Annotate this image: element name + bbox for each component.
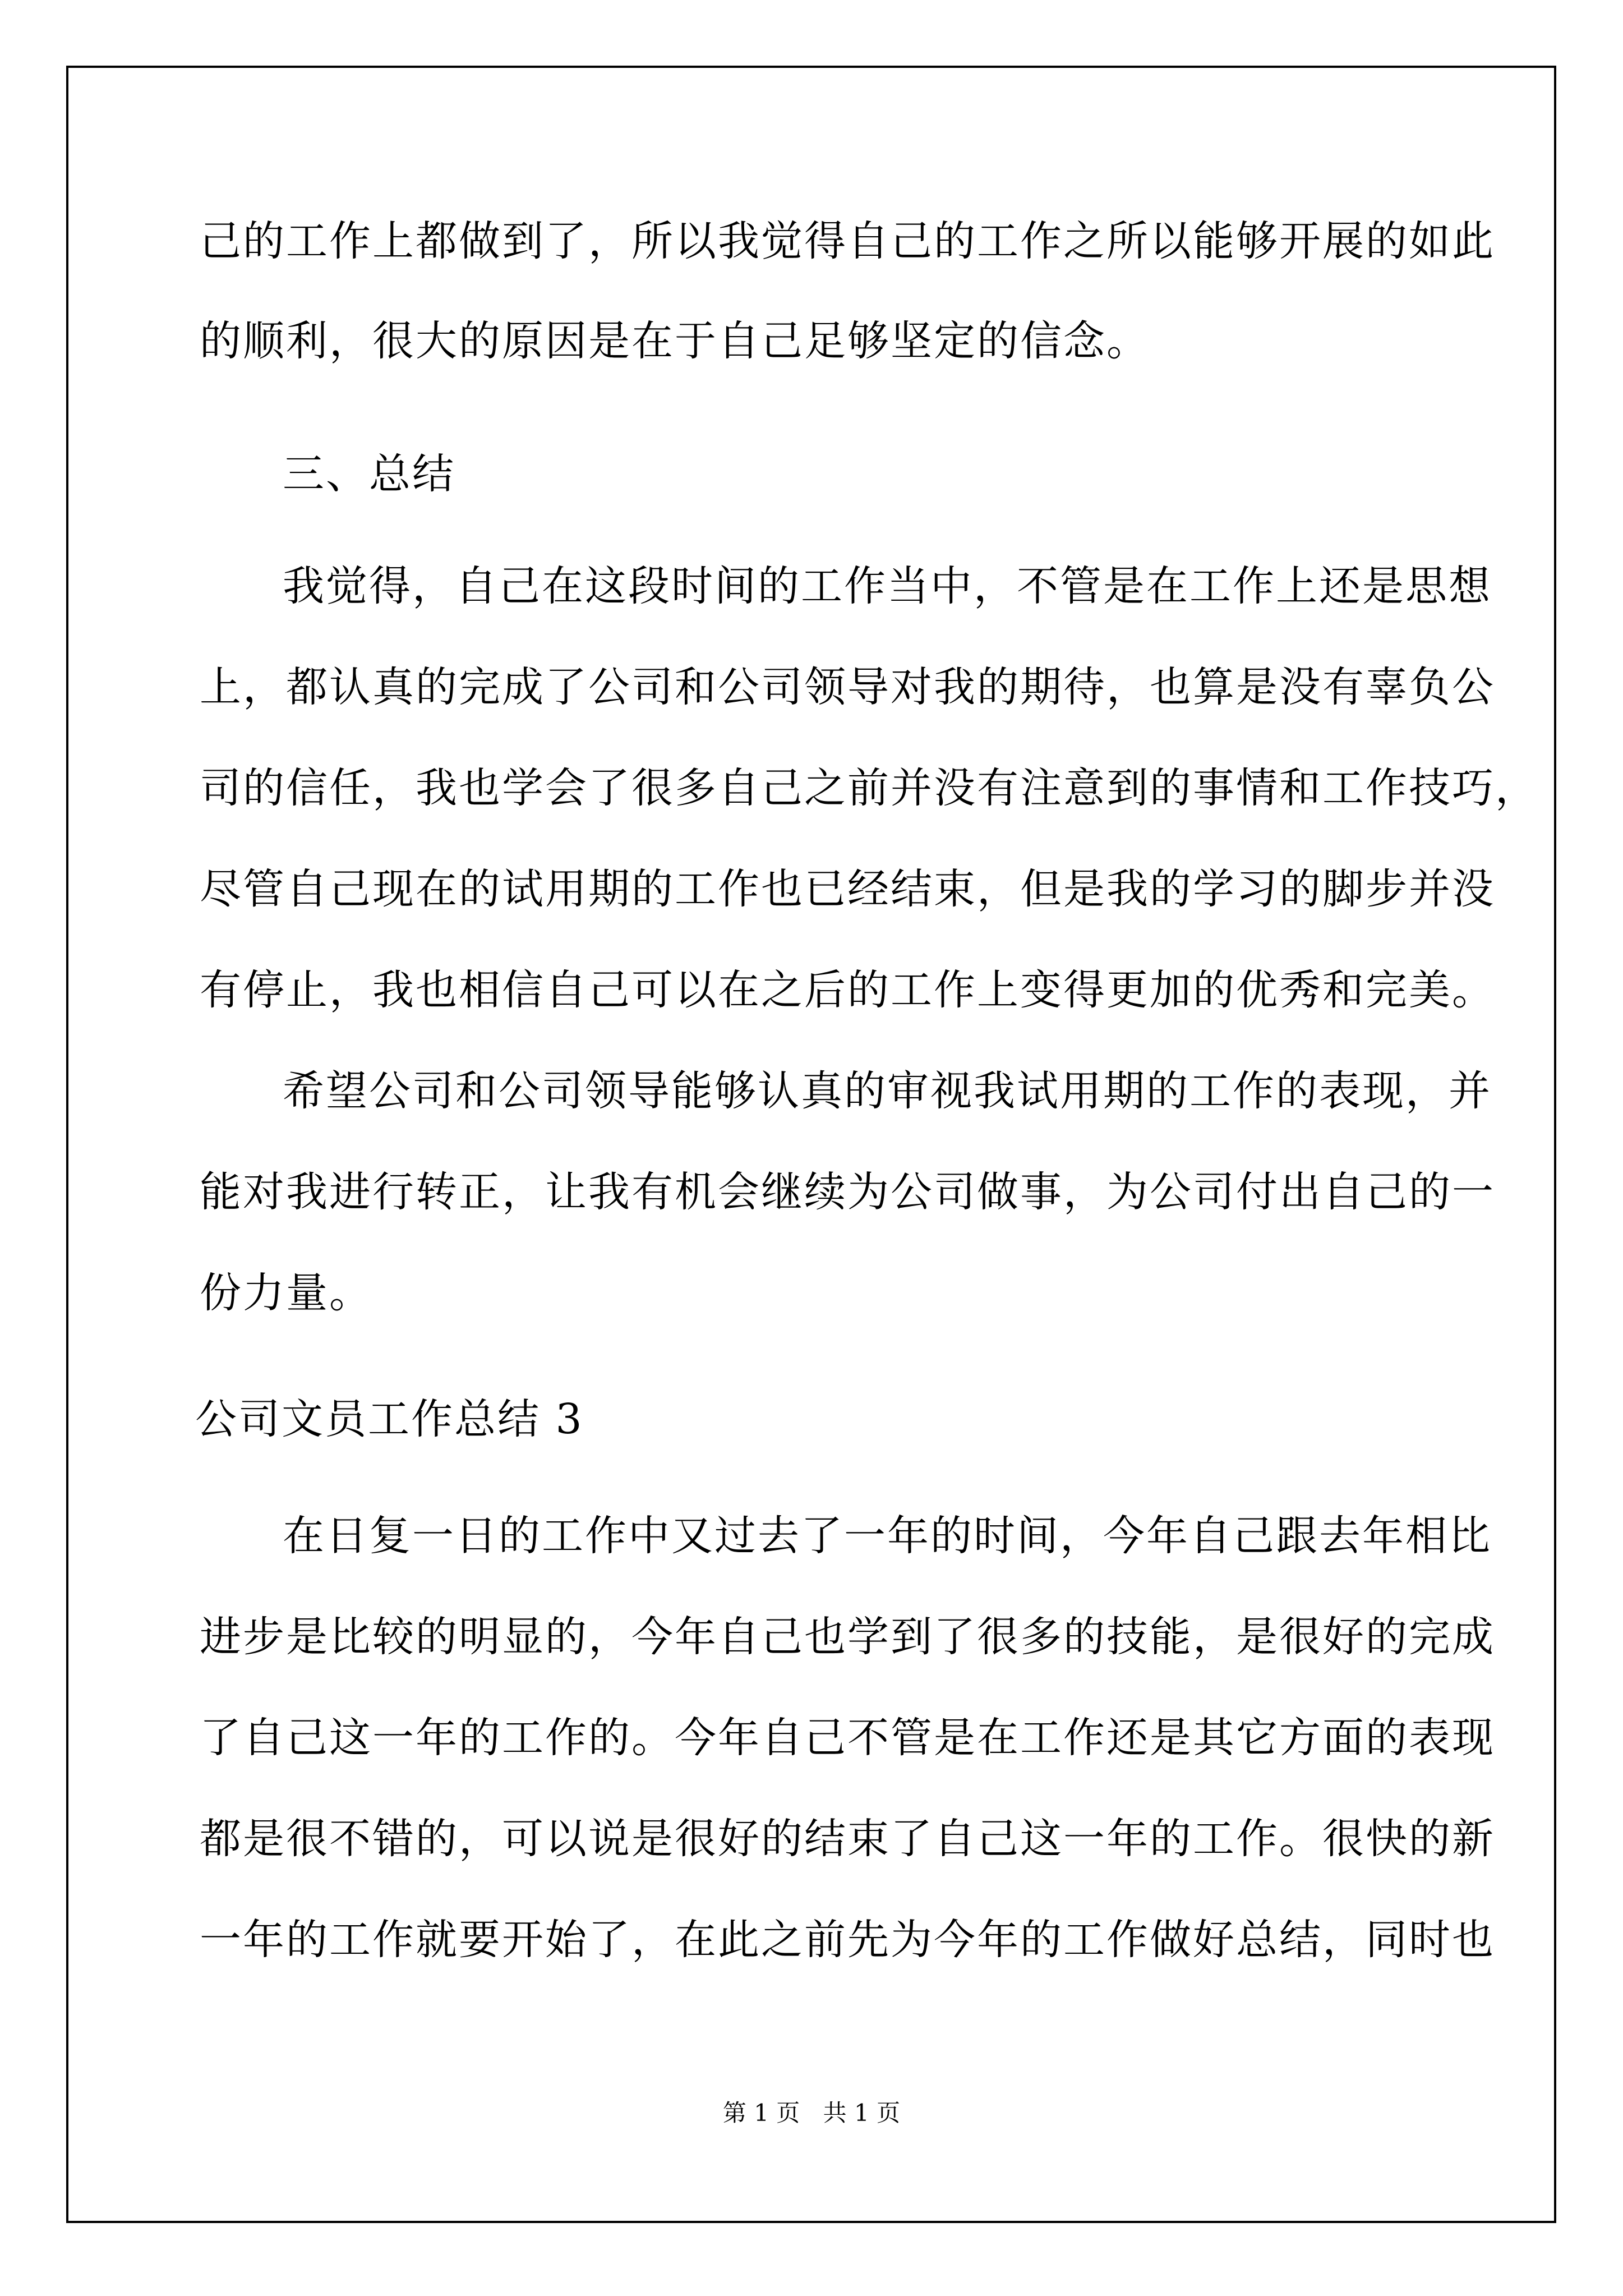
section-heading: 三、总结: [283, 450, 455, 498]
text-line: 一年的工作就要开始了，在此之前先为今年的工作做好总结，同时也: [200, 1916, 1495, 1964]
text-line: 己的工作上都做到了，所以我觉得自己的工作之所以能够开展的如此: [200, 217, 1495, 265]
text-line: 有停止，我也相信自己可以在之后的工作上变得更加的优秀和完美。: [200, 966, 1495, 1014]
text-line: 希望公司和公司领导能够认真的审视我试用期的工作的表现，并: [283, 1067, 1492, 1115]
page-number: 第 1 页: [722, 2099, 800, 2127]
text-line: 进步是比较的明显的，今年自己也学到了很多的技能，是很好的完成: [200, 1613, 1495, 1661]
text-line: 的顺利，很大的原因是在于自己足够坚定的信念。: [200, 317, 1150, 365]
text-line: 我觉得，自己在这段时间的工作当中，不管是在工作上还是思想: [283, 562, 1492, 610]
text-line: 能对我进行转正，让我有机会继续为公司做事，为公司付出自己的一: [200, 1168, 1495, 1216]
text-line: 上，都认真的完成了公司和公司领导对我的期待，也算是没有辜负公: [200, 663, 1495, 711]
text-line: 在日复一日的工作中又过去了一年的时间，今年自己跟去年相比: [283, 1512, 1492, 1560]
text-line: 份力量。: [200, 1269, 372, 1317]
page-border: [66, 66, 1556, 2223]
page-footer: [0, 2096, 1623, 2130]
text-line: 了自己这一年的工作的。今年自己不管是在工作还是其它方面的表现: [200, 1714, 1495, 1762]
page-count: 共 1 页: [823, 2099, 901, 2127]
text-line: 司的信任，我也学会了很多自己之前并没有注意到的事情和工作技巧，: [200, 764, 1538, 812]
document-title: 公司文员工作总结 3: [195, 1395, 584, 1443]
text-line: 都是很不错的，可以说是很好的结束了自己这一年的工作。很快的新: [200, 1815, 1495, 1863]
text-line: 尽管自己现在的试用期的工作也已经结束，但是我的学习的脚步并没: [200, 865, 1495, 913]
